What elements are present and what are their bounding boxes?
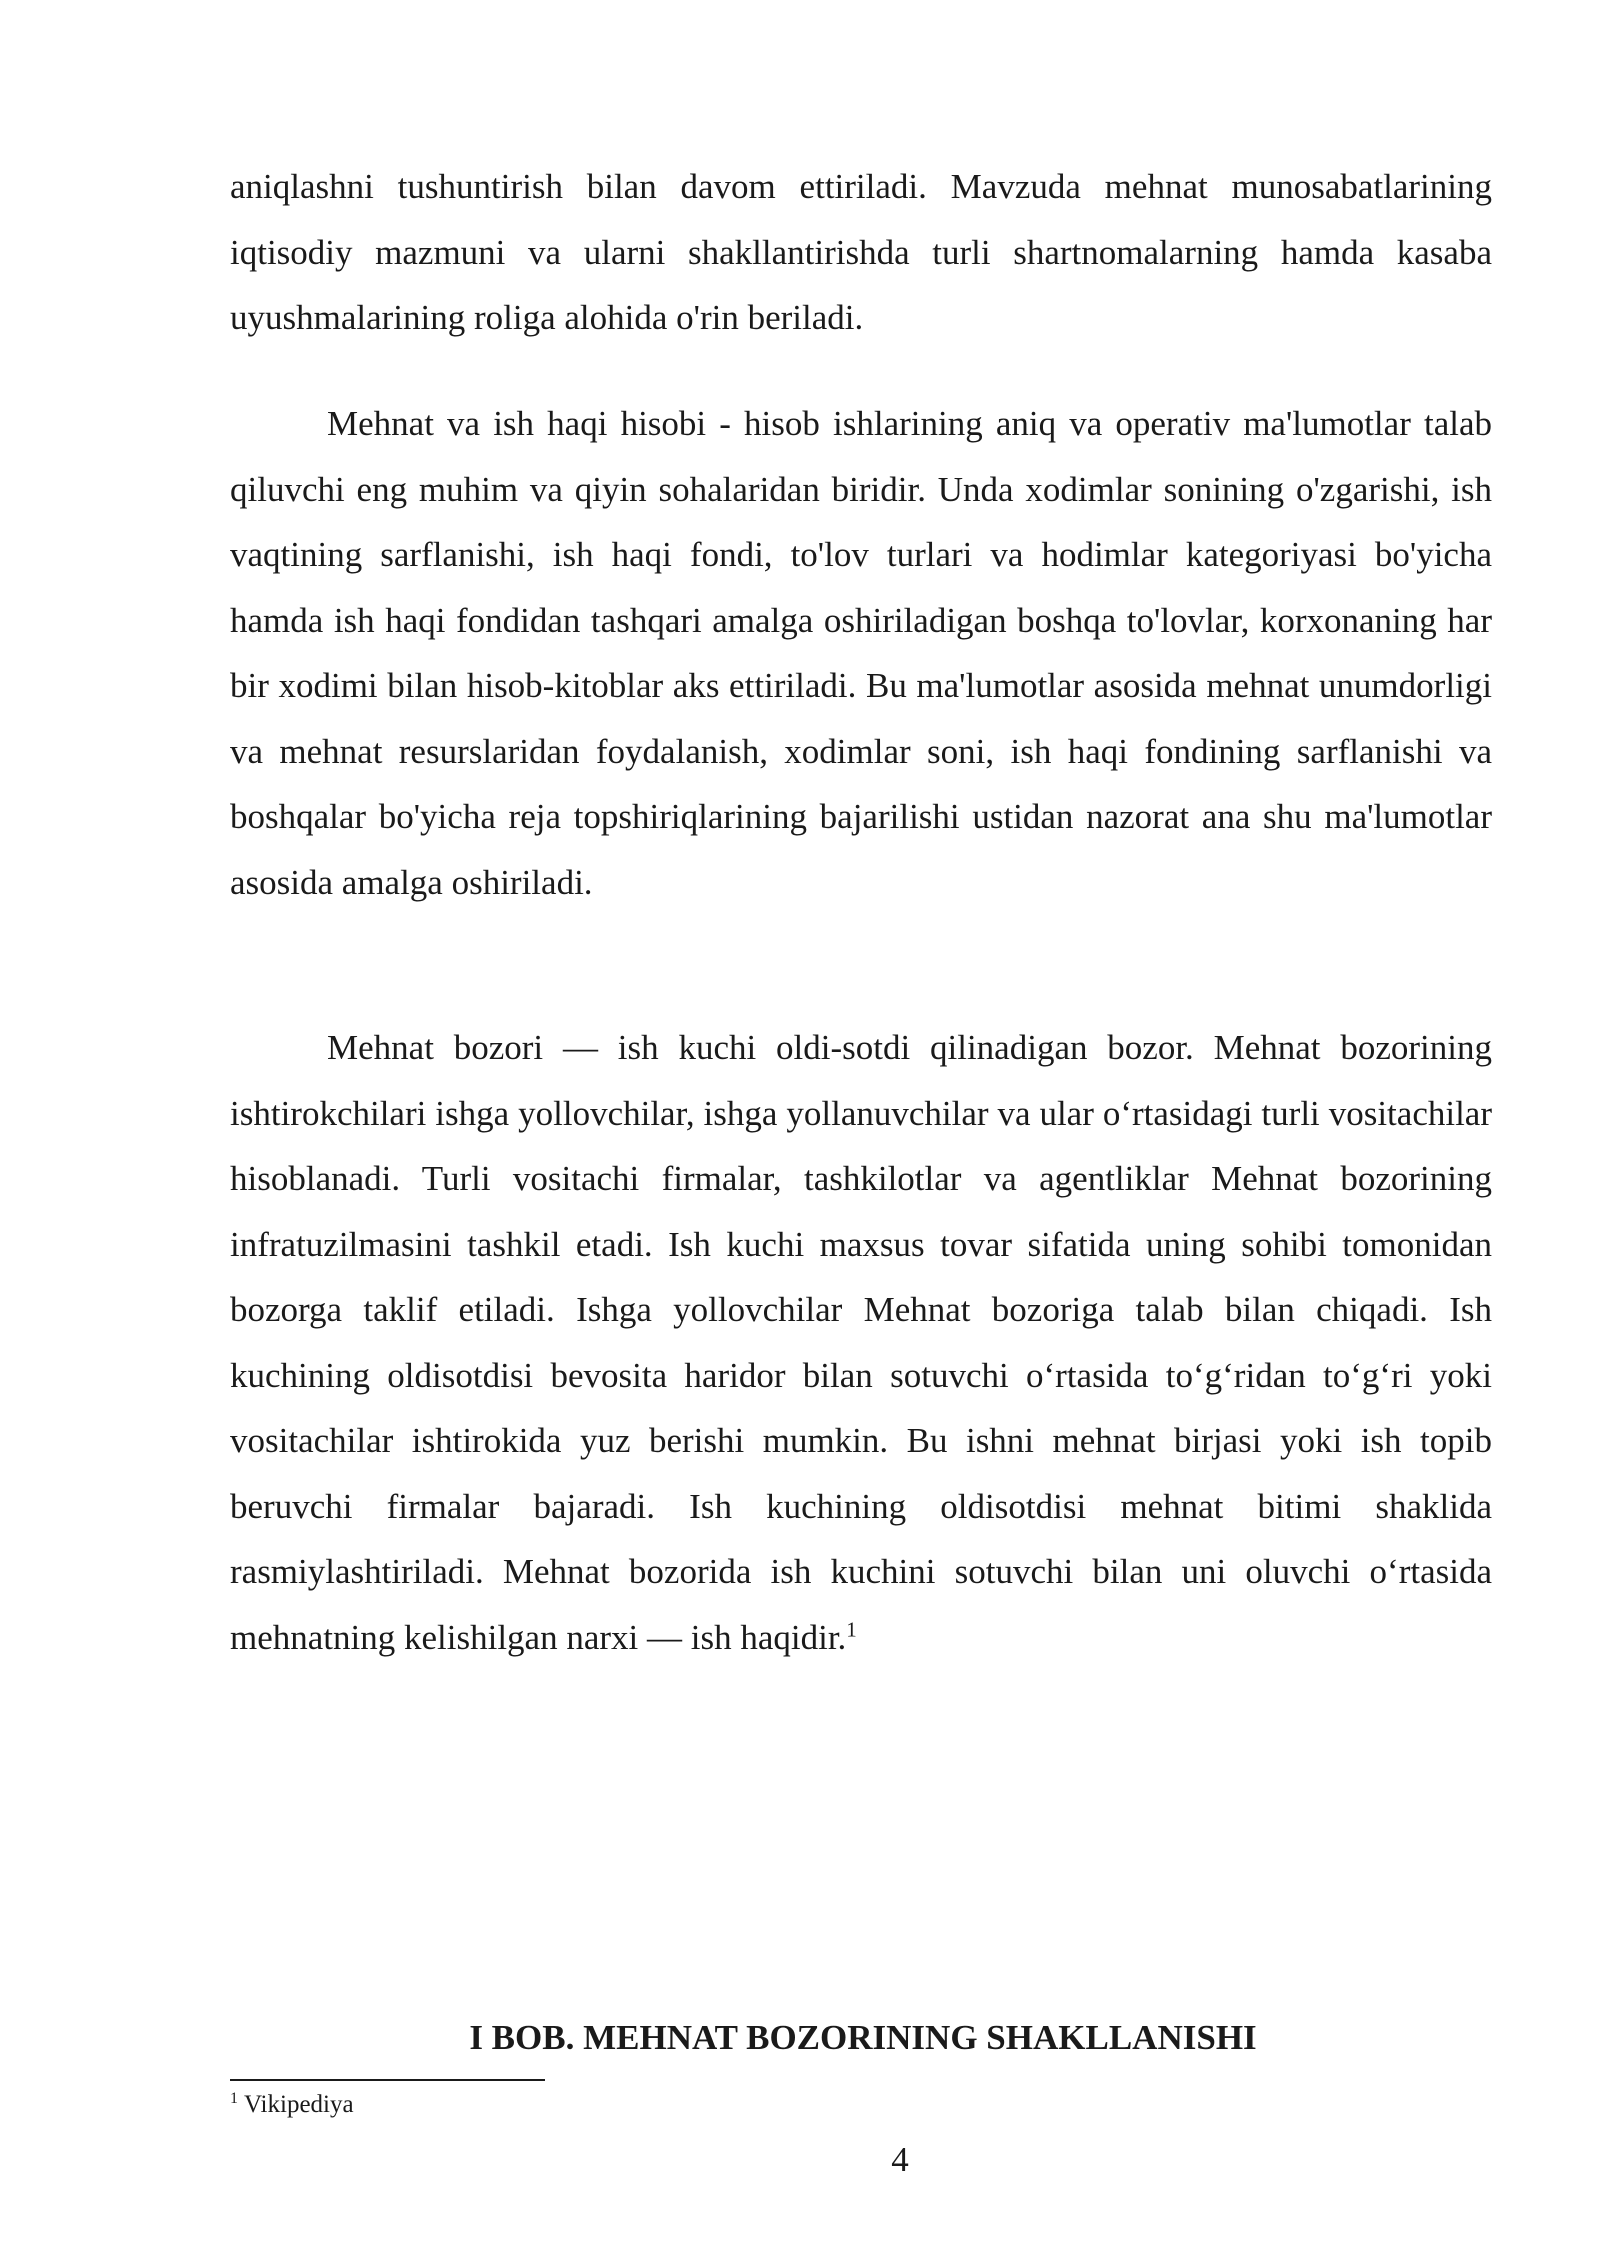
footnote-reference[interactable]: 1 [846,1616,857,1641]
page-number: 4 [891,2140,909,2179]
paragraph-3-text: Mehnat bozori — ish kuchi oldi-sotdi qilinadigan bozor. Mehnat bozorining ishtirokchilari ishga yollovchilar, ishga yollanuvchilar va ular o‘rtasidagi turli vositachilar hisoblanadi. Turli vositachi firmalar, tashkilotlar va agentliklar Mehnat bozorining infratuzilmasini tashkil etadi. Ish kuchi maxsus tovar sifatida uning sohibi tomonidan bozorga taklif etiladi. Ishga yollovchilar Mehnat bozoriga talab bilan chiqadi. Ish kuchining oldisotdisi bevosita haridor bilan sotuvchi o‘rtasida to‘g‘ridan to‘g‘ri yoki vositachilar ishtirokida yuz berishi mumkin. Bu ishni mehnat birjasi yoki ish topib beruvchi firmalar bajaradi. Ish kuchining oldisotdisi mehnat bitimi shaklida rasmiylashtiriladi. Mehnat bozorida ish kuchini sotuvchi bilan uni oluvchi o‘rtasida mehnatning kelishilgan narxi — ish haqidir. [230,1028,1492,1657]
footnote-separator [230,2079,545,2081]
footnote [230,2088,354,2122]
footnote-text: Vikipediya [244,2091,354,2118]
footnote-number: 1 [230,2089,238,2107]
paragraph-2: Mehnat va ish haqi hisobi - hisob ishlarining aniq va operativ ma'lumotlar talab qiluvchi eng muhim va qiyin sohalaridan biridir. Unda xodimlar sonining o'zgarishi, ish vaqtining sarflanishi, ish haqi fondi, to'lov turlari va hodimlar kategoriyasi bo'yicha hamda ish haqi fondidan tashqari amalga oshiriladigan boshqa to'lovlar, korxonaning har bir xodimi bilan hisob-kitoblar aks ettiriladi. Bu ma'lumotlar asosida mehnat unumdorligi va mehnat resurslaridan foydalanish, xodimlar soni, ish haqi fondining sarflanishi va boshqalar bo'yicha reja topshiriqlarining bajarilishi ustidan nazorat ana shu ma'lumotlar asosida amalga oshiriladi. [230,404,1492,902]
chapter-heading: I BOB. MEHNAT BOZORINING SHAKLLANISHI [469,2018,1257,2057]
paragraph-3 [230,1015,1492,1670]
paragraph-1: aniqlashni tushuntirish bilan davom ettiriladi. Mavzuda mehnat munosabatlarining iqtisodiy mazmuni va ularni shakllantirishda turli shartnomalarning hamda kasaba uyushmalarining roliga alohida o'rin beriladi. [230,167,1492,337]
